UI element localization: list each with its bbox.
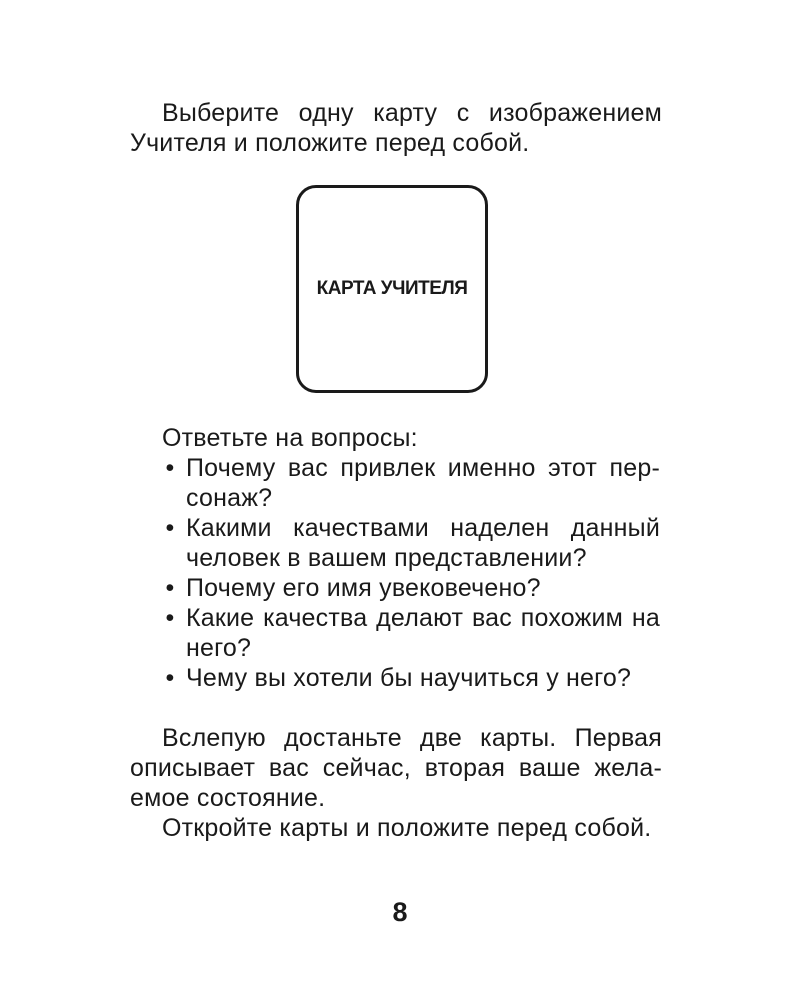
spacer [130, 693, 662, 723]
intro-paragraph: Выберите одну карту с изображением Учителя и положите перед собой. [130, 99, 662, 157]
question-text: Какие качества делают вас похожим на него? [186, 604, 660, 662]
page-number: 8 [392, 897, 408, 927]
question-item [130, 573, 662, 603]
question-item [130, 603, 662, 663]
question-text: Почему вас привлек именно этот пер-сонаж? [186, 454, 660, 512]
bullet-icon: • [165, 664, 175, 692]
bullet-icon: • [165, 604, 175, 632]
question-item [130, 663, 662, 693]
bullet-icon: • [165, 514, 175, 542]
open-cards-paragraph: Откройте карты и положите перед собой. [162, 814, 652, 842]
questions-intro: Ответьте на вопросы: [162, 424, 418, 452]
question-item [130, 513, 662, 573]
question-item [130, 453, 662, 513]
question-text: Почему его имя увековечено? [186, 574, 541, 602]
question-text: Какими качествами наделен данный человек в вашем представлении? [186, 514, 660, 572]
questions-list [130, 453, 662, 693]
page-content [130, 98, 662, 843]
bullet-icon: • [165, 454, 175, 482]
bullet-icon: • [165, 574, 175, 602]
teacher-card-label: КАРТА УЧИТЕЛЯ [316, 278, 468, 299]
blind-draw-paragraph: Вслепую достаньте две карты. Первая описывает вас сейчас, вторая ваше жела-емое состояние. [130, 724, 662, 812]
question-text: Чему вы хотели бы научиться у него? [186, 664, 632, 692]
teacher-card [296, 185, 488, 393]
